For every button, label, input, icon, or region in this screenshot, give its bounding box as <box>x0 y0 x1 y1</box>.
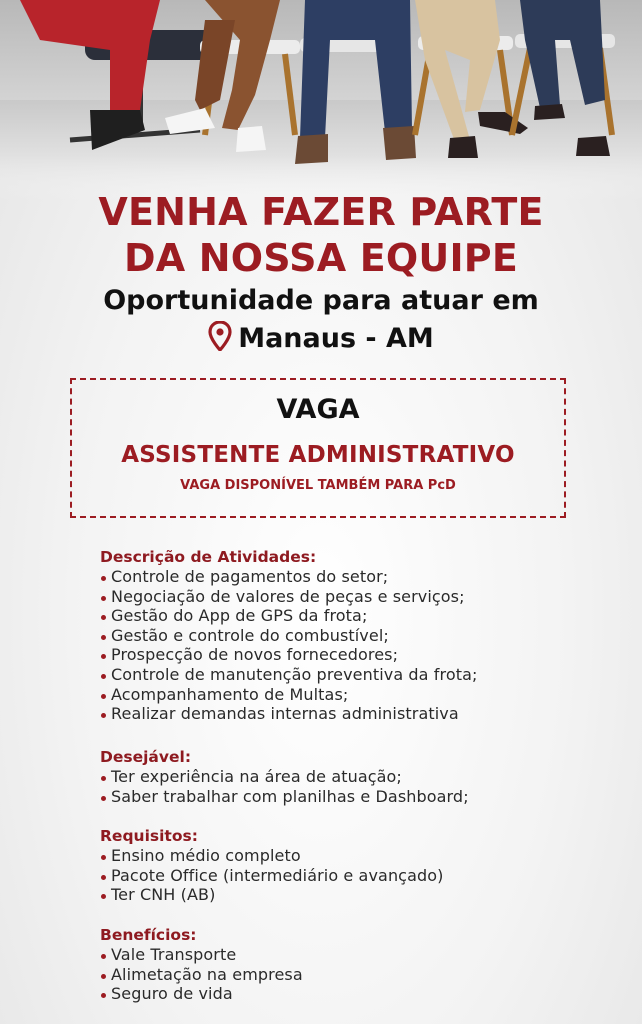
section-beneficios <box>100 926 580 1004</box>
list-item: Seguro de vida <box>100 984 580 1004</box>
job-label: VAGA <box>276 394 360 425</box>
list-item: Gestão e controle do combustível; <box>100 626 580 646</box>
list-item: Saber trabalhar com planilhas e Dashboard; <box>100 787 580 807</box>
headline-line1: VENHA FAZER PARTE <box>98 190 544 234</box>
pcd-note: VAGA DISPONÍVEL TAMBÉM PARA PcD <box>180 478 456 493</box>
location-text: Manaus - AM <box>238 323 434 354</box>
list-item: Acompanhamento de Multas; <box>100 685 580 705</box>
requirements-list <box>100 846 580 905</box>
section-desejavel <box>100 748 580 806</box>
list-item: Ensino médio completo <box>100 846 580 866</box>
section-requisitos <box>100 827 580 905</box>
list-item: Pacote Office (intermediário e avançado) <box>100 866 580 886</box>
section-title: Requisitos: <box>100 827 198 845</box>
list-item: Prospecção de novos fornecedores; <box>100 645 580 665</box>
job-box <box>70 378 566 518</box>
list-item: Controle de manutenção preventiva da frota; <box>100 665 580 685</box>
job-title: ASSISTENTE ADMINISTRATIVO <box>121 442 515 468</box>
list-item: Alimetação na empresa <box>100 965 580 985</box>
opportunity-text: Oportunidade para atuar em <box>103 285 539 316</box>
list-item: Gestão do App de GPS da frota; <box>100 606 580 626</box>
location <box>0 321 642 357</box>
list-item: Ter CNH (AB) <box>100 885 580 905</box>
benefits-list <box>100 945 580 1004</box>
list-item: Vale Transporte <box>100 945 580 965</box>
section-title: Descrição de Atividades: <box>100 548 317 566</box>
activities-list <box>100 567 580 724</box>
headline-line2: DA NOSSA EQUIPE <box>123 236 519 280</box>
desirable-list <box>100 767 580 806</box>
list-item: Ter experiência na área de atuação; <box>100 767 580 787</box>
section-title: Benefícios: <box>100 926 197 944</box>
list-item: Negociação de valores de peças e serviços; <box>100 587 580 607</box>
header-photo <box>0 0 642 200</box>
section-title: Desejável: <box>100 748 192 766</box>
list-item: Controle de pagamentos do setor; <box>100 567 580 587</box>
section-atividades <box>100 548 580 724</box>
list-item: Realizar demandas internas administrativa <box>100 704 580 724</box>
map-pin-icon <box>208 321 232 351</box>
